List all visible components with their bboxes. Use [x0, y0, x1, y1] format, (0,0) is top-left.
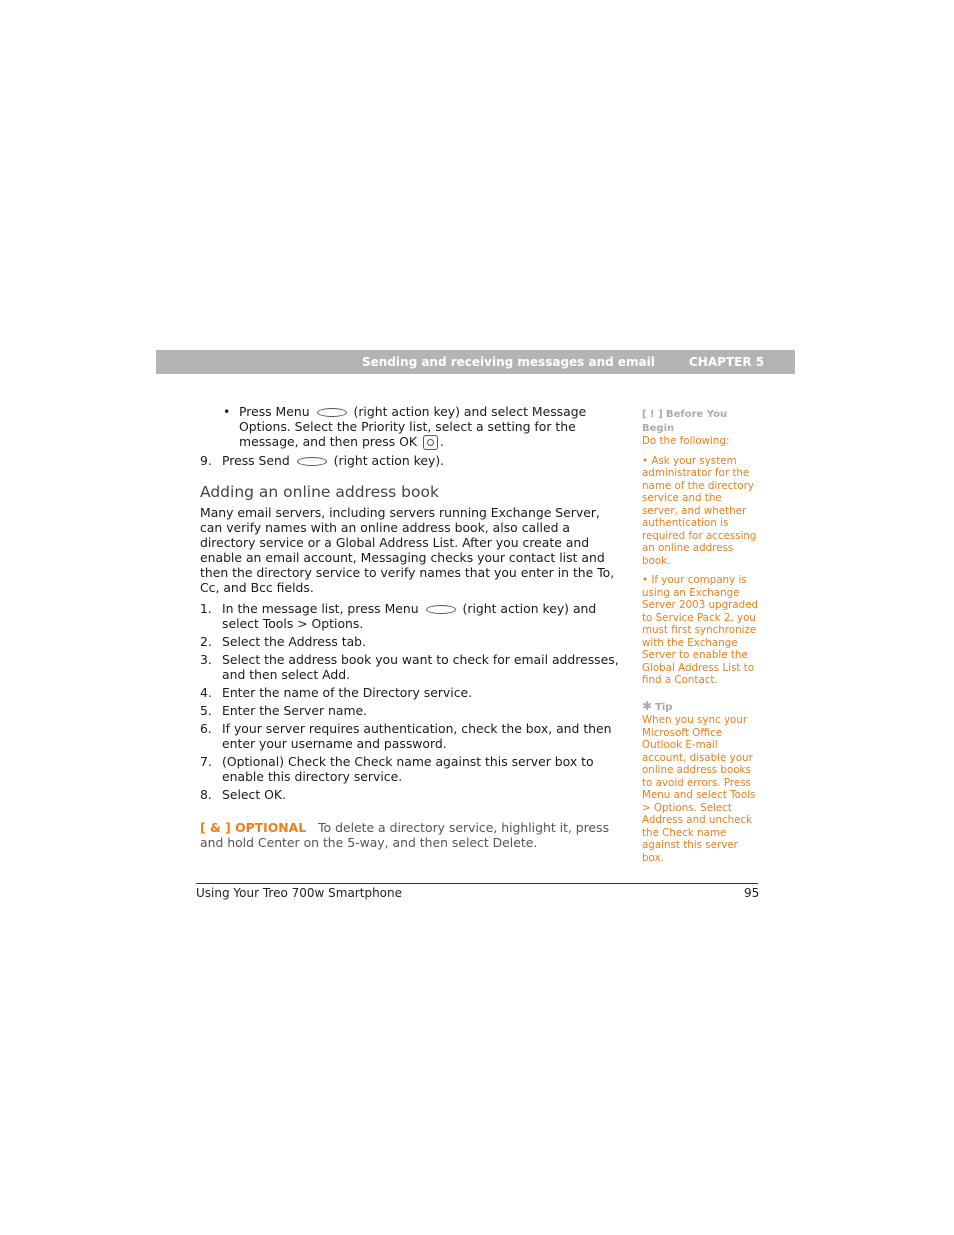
list-item: 2. Select the Address tab.	[200, 634, 366, 649]
sidebar-bullet: • Ask your system administrator for the name of the directory service and the server, and whether authentication is required for accessing an online address book.	[642, 454, 757, 567]
sidebar	[642, 408, 760, 864]
menu-key-icon	[426, 605, 456, 614]
chapter-label: CHAPTER 5	[689, 355, 765, 369]
tip-star-icon: ✱	[642, 698, 653, 713]
intro-paragraph: Many email servers, including servers running Exchange Server, can verify names with an online address book, also called a directory service or a Global Address List. After you create and enable an email account, Messaging checks your contact list and then the directory service to verify names that you enter in the To, Cc, and Bcc fields.	[200, 505, 615, 595]
alert-icon: [ ! ]	[642, 409, 663, 420]
list-item: 9. Press Send (right action key).	[200, 453, 445, 468]
optional-text: To delete a directory service, highlight it, press and hold Center on the 5-way, and then select Delete.	[200, 820, 610, 850]
send-key-icon	[297, 457, 327, 466]
before-you-begin-heading: [ ! ] Before You Begin	[642, 409, 728, 434]
tip-heading: ✱ Tip	[642, 698, 673, 713]
list-item: 3. Select the address book you want to check for email addresses, and then select Add.	[200, 652, 619, 682]
list-item: 1. In the message list, press Menu (right action key) and select Tools > Options.	[200, 601, 597, 631]
optional-tag: [ & ] OPTIONAL	[200, 820, 307, 835]
ok-key-icon	[423, 435, 438, 450]
list-item: 5. Enter the Server name.	[200, 703, 368, 718]
page-number: 95	[744, 886, 760, 900]
menu-key-icon	[317, 408, 347, 417]
list-item: 8. Select OK.	[200, 787, 286, 802]
list-item: 4. Enter the name of the Directory service.	[200, 685, 473, 700]
tip-text: When you sync your Microsoft Office Outlook E-mail account, disable your online address books to avoid errors. Press Menu and select Tools > Options. Select Address and uncheck the Check name against this server box.	[642, 714, 756, 864]
bullet-dot: •	[223, 404, 231, 419]
section-heading: Adding an online address book	[200, 483, 439, 501]
section-title: Sending and receiving messages and email	[362, 355, 655, 369]
running-header	[156, 350, 795, 374]
sidebar-bullet: • If your company is using an Exchange Server 2003 upgraded to Service Pack 2, you must first synchronize with the Exchange Server to enable the Global Address List to find a Contact.	[642, 574, 759, 686]
main-column	[200, 404, 620, 856]
optional-note	[200, 820, 620, 850]
footer-title: Using Your Treo 700w Smartphone	[196, 886, 402, 900]
list-item: 6. If your server requires authentication, check the box, and then enter your username and password.	[200, 721, 612, 751]
list-item: 7. (Optional) Check the Check name against this server box to enable this directory service.	[200, 754, 594, 784]
footer-rule	[196, 883, 758, 884]
list-item: • Press Menu (right action key) and select Message Options. Select the Priority list, select a setting for the message, and then press OK .	[223, 404, 587, 449]
before-intro: Do the following:	[642, 435, 730, 447]
